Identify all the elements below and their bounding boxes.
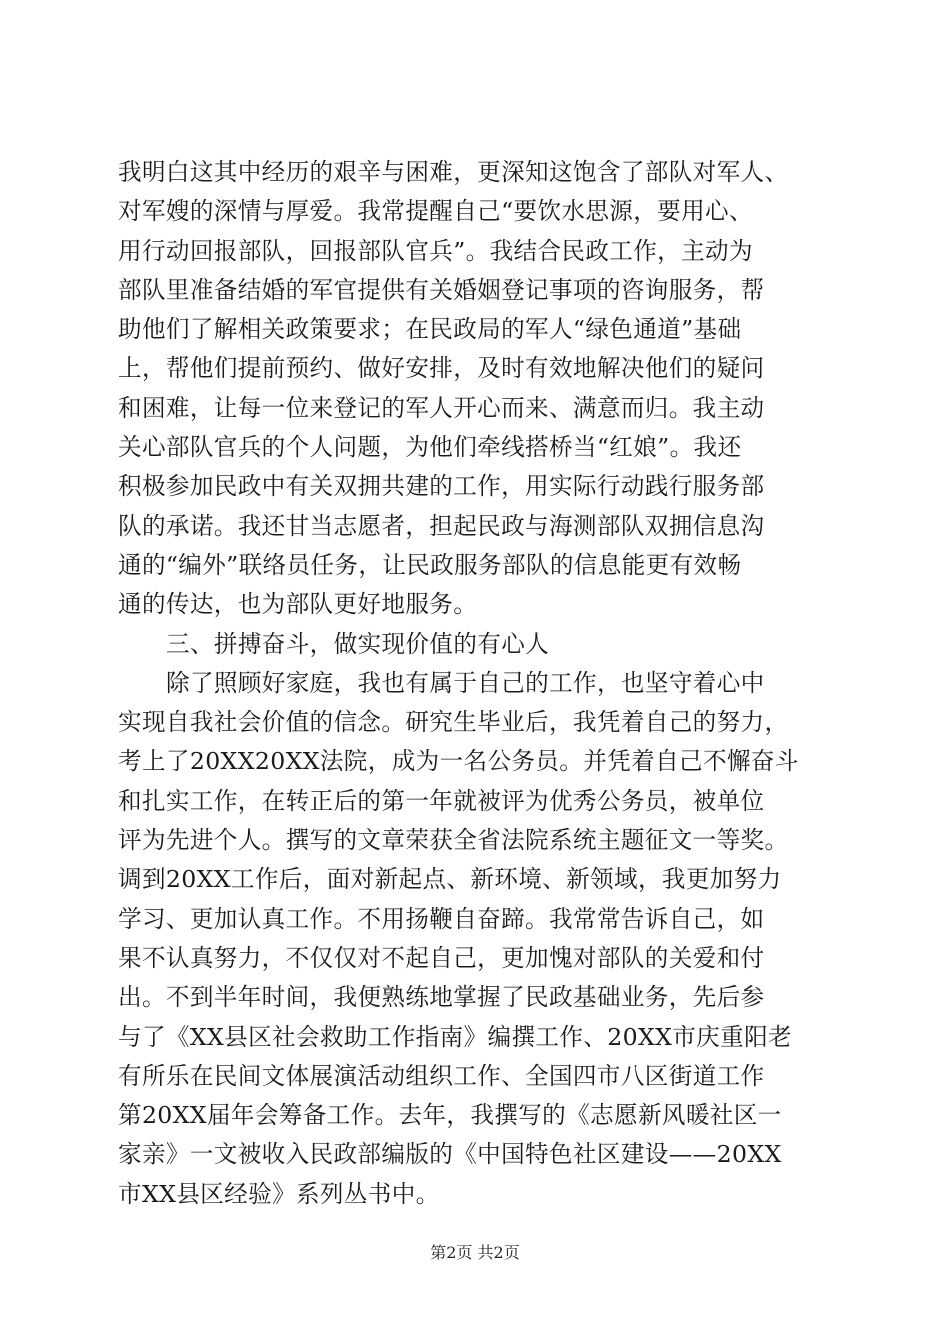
text-line: 学习、更加认真工作。不用扬鞭自奋蹄。我常常告诉自己，如 (118, 904, 765, 933)
text-line: 市XX县区经验》系列丛书中。 (118, 1179, 440, 1208)
section-heading: 三、拼搏奋斗，做实现价值的有心人 (166, 629, 550, 658)
text-line: 队的承诺。我还甘当志愿者，担起民政与海测部队双拥信息沟 (118, 511, 765, 540)
text-line: 第20XX届年会筹备工作。去年，我撰写的《志愿新风暖社区一 (118, 1101, 782, 1130)
page-number: 第2页 共2页 (430, 1243, 520, 1262)
text-line: 我明白这其中经历的艰辛与困难，更深知这饱含了部队对军人、 (118, 158, 789, 186)
text-line: 助他们了解相关政策要求；在民政局的军人“绿色通道”基础 (118, 315, 742, 344)
text-line: 和扎实工作，在转正后的第一年就被评为优秀公务员，被单位 (118, 786, 765, 815)
page-footer (0, 1243, 950, 1263)
text-line: 调到20XX工作后，面对新起点、新环境、新领域，我更加努力 (118, 865, 782, 894)
paragraph-first-line: 除了照顾好家庭，我也有属于自己的工作，也坚守着心中 (166, 668, 765, 697)
text-line: 评为先进个人。撰写的文章荣获全省法院系统主题征文一等奖。 (118, 826, 789, 855)
text-line: 考上了20XX20XX法院，成为一名公务员。并凭着自己不懈奋斗 (118, 747, 799, 776)
text-line: 积极参加民政中有关双拥共建的工作，用实际行动践行服务部 (118, 472, 765, 501)
text-line: 关心部队官兵的个人问题，为他们牵线搭桥当“红娘”。我还 (118, 433, 742, 462)
text-line: 用行动回报部队，回报部队官兵”。我结合民政工作，主动为 (118, 236, 753, 265)
text-line: 上，帮他们提前预约、做好安排，及时有效地解决他们的疑问 (118, 354, 765, 383)
text-line: 果不认真努力，不仅仅对不起自己，更加愧对部队的关爱和付 (118, 943, 765, 972)
text-line: 部队里准备结婚的军官提供有关婚姻登记事项的咨询服务，帮 (118, 275, 765, 304)
text-line: 通的传达，也为部队更好地服务。 (118, 590, 478, 619)
text-line: 家亲》一文被收入民政部编版的《中国特色社区建设——20XX (118, 1140, 782, 1169)
text-line: 通的“编外”联络员任务，让民政服务部队的信息能更有效畅 (118, 550, 742, 579)
text-line: 与了《XX县区社会救助工作指南》编撰工作、20XX市庆重阳老 (118, 1022, 792, 1051)
body-text (118, 153, 842, 1214)
text-line: 实现自我社会价值的信念。研究生毕业后，我凭着自己的努力， (118, 708, 789, 737)
text-line: 对军嫂的深情与厚爱。我常提醒自己“要饮水思源，要用心、 (118, 197, 753, 226)
text-line: 出。不到半年时间，我便熟练地掌握了民政基础业务，先后参 (118, 983, 765, 1012)
text-line: 和困难，让每一位来登记的军人开心而来、满意而归。我主动 (118, 393, 765, 422)
text-line: 有所乐在民间文体展演活动组织工作、全国四市八区街道工作 (118, 1061, 765, 1090)
